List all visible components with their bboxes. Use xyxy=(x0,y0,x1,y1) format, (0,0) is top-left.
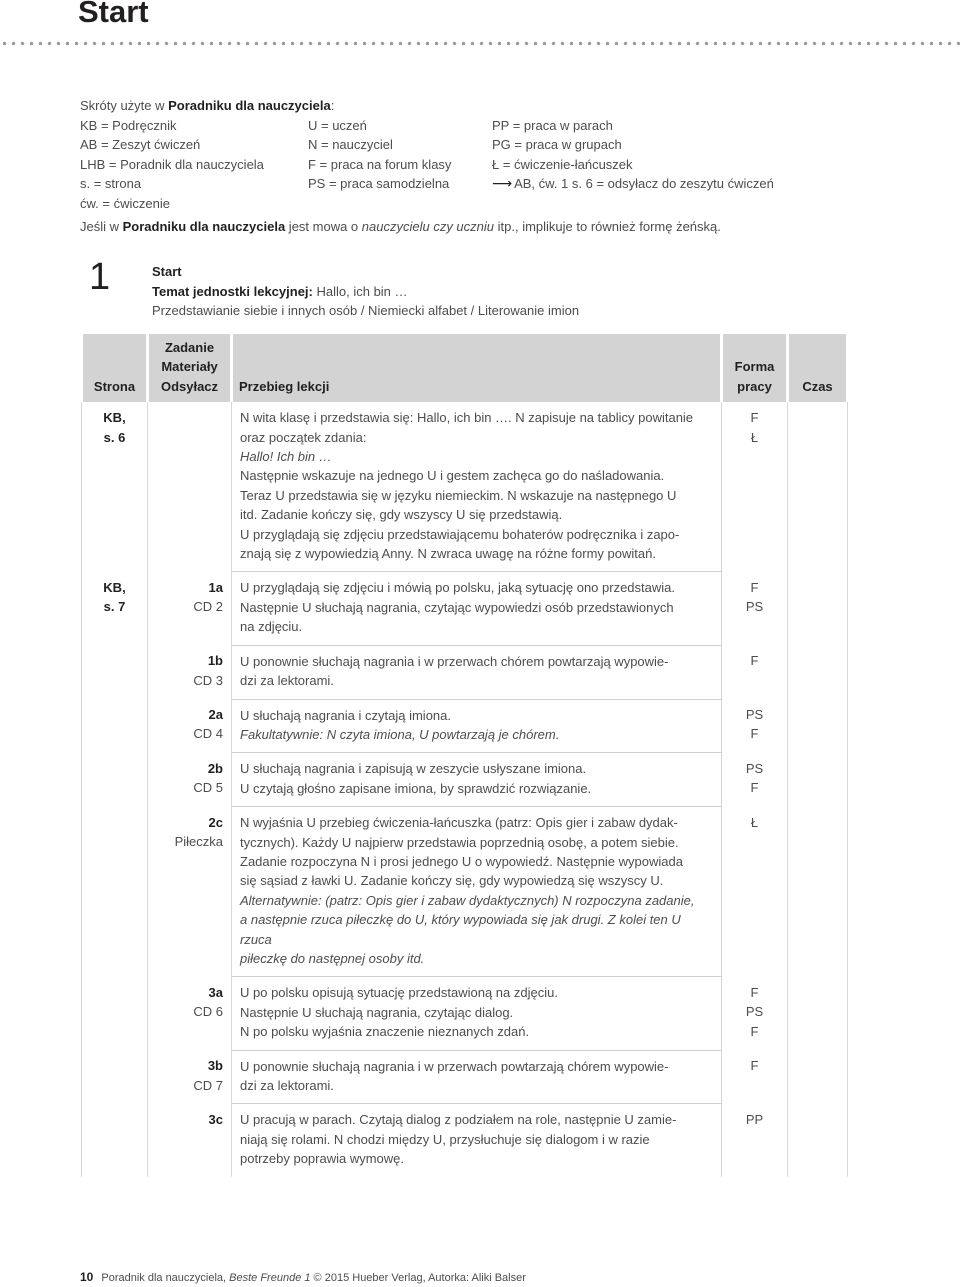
page-ref: s. 7 xyxy=(103,599,126,615)
cell-strona xyxy=(82,753,148,807)
header-czas: Czas xyxy=(788,334,848,402)
table-row xyxy=(82,753,848,807)
topic-label: Temat jednostki lekcyjnej: xyxy=(152,283,313,299)
cell-przebieg xyxy=(232,1104,722,1177)
abbreviations-intro xyxy=(80,96,334,116)
header-odsylacz-label: Odsyłacz xyxy=(160,378,219,394)
procedure-line: U słuchają nagrania i czytają imiona. xyxy=(240,707,451,723)
procedure-line: U przyglądają się zdjęciu i mówią po polsku, jaką sytuację ono przedstawia. xyxy=(240,580,675,596)
abbr-item: U = uczeń xyxy=(308,117,367,133)
table-header-row xyxy=(82,334,848,402)
cell-czas xyxy=(788,1104,848,1177)
header-strona: Strona xyxy=(82,334,148,402)
exercise-number: 1a xyxy=(208,579,223,595)
table-body xyxy=(82,402,848,1176)
procedure-line: Hallo! Ich bin … xyxy=(240,449,332,465)
page-title: Start xyxy=(78,0,149,29)
intro-prefix: Skróty użyte w xyxy=(80,98,169,113)
cell-czas xyxy=(788,807,848,977)
abbr-item-arrow xyxy=(492,174,774,194)
cell-strona xyxy=(82,807,148,977)
abbreviations-col-3 xyxy=(492,116,774,194)
header-pracy-label: pracy xyxy=(737,378,772,394)
abbr-item: N = nauczyciel xyxy=(308,137,393,152)
procedure-line: itd. Zadanie kończy się, gdy wszyscy U się przedstawią. xyxy=(240,507,563,523)
table-row xyxy=(82,1050,848,1104)
lesson-plan-table xyxy=(80,334,849,1177)
exercise-number: 3b xyxy=(207,1058,223,1074)
procedure-line: oraz początek zdania: xyxy=(240,429,367,445)
page-ref: KB, xyxy=(103,410,126,426)
table-row xyxy=(82,645,848,699)
exercise-number: 2c xyxy=(208,814,223,830)
cell-forma xyxy=(722,753,788,807)
cell-forma xyxy=(722,977,788,1050)
procedure-line: dzi za lektorami. xyxy=(240,673,334,689)
procedure-line: U słuchają nagrania i zapisują w zeszycie usłyszane imiona. xyxy=(240,761,587,777)
material: CD 5 xyxy=(193,780,223,796)
cell-strona xyxy=(82,1050,148,1104)
intro-suffix: : xyxy=(330,98,335,113)
header-materialy-label: Materiały xyxy=(161,359,218,375)
procedure-line: Alternatywnie: (patrz: Opis gier i zabaw dydaktycznych) N rozpoczyna zadanie, xyxy=(240,892,695,908)
header-forma xyxy=(722,334,788,402)
cell-zadanie xyxy=(148,402,232,572)
work-form: Ł xyxy=(750,429,759,445)
procedure-line: dzi za lektorami. xyxy=(240,1078,334,1093)
note-suffix: itp., implikuje to również formę żeńską. xyxy=(494,219,721,234)
material: CD 7 xyxy=(193,1077,223,1093)
cell-forma xyxy=(722,699,788,753)
cell-forma xyxy=(722,1050,788,1104)
procedure-line: U ponownie słuchają nagrania i w przerwach powtarzają chórem wypowie- xyxy=(240,1058,669,1074)
cell-forma xyxy=(722,645,788,699)
work-form: F xyxy=(750,1023,759,1039)
work-form: F xyxy=(750,780,759,796)
procedure-line: potrzeby poprawia wymowę. xyxy=(240,1151,405,1167)
cell-czas xyxy=(788,1050,848,1104)
work-form: F xyxy=(750,1058,759,1074)
cell-strona xyxy=(82,977,148,1050)
procedure-line: niają się rolami. N chodzi między U, przysłuchuje się dialogom i w razie xyxy=(240,1131,650,1147)
abbr-arrow-text: AB, ćw. 1 s. 6 = odsyłacz do zeszytu ćwiczeń xyxy=(514,176,774,191)
work-form: PS xyxy=(745,599,764,615)
page-ref: KB, xyxy=(103,579,126,595)
cell-przebieg xyxy=(232,1050,722,1104)
table-row xyxy=(82,807,848,977)
cell-forma xyxy=(722,572,788,645)
table-row xyxy=(82,977,848,1050)
exercise-number: 3c xyxy=(208,1111,223,1127)
cell-zadanie xyxy=(148,645,232,699)
procedure-line: N wita klasę i przedstawia się: Hallo, ich bin …. N zapisuje na tablicy powitanie xyxy=(240,410,694,426)
abbr-item: LHB = Poradnik dla nauczyciela xyxy=(80,156,264,172)
abbr-item: KB = Podręcznik xyxy=(80,117,177,133)
cell-czas xyxy=(788,645,848,699)
procedure-line: tycznych). Każdy U najpierw przedstawia poprzednią osobę, a potem siebie. xyxy=(240,834,679,850)
cell-zadanie xyxy=(148,807,232,977)
work-form: F xyxy=(750,410,759,426)
table-row xyxy=(82,402,848,572)
cell-zadanie xyxy=(148,753,232,807)
lesson-title: Start xyxy=(152,264,182,279)
exercise-number: 2a xyxy=(208,707,223,722)
abbreviations-col-1 xyxy=(80,116,264,214)
footer-book-title: Beste Freunde 1 xyxy=(229,1272,311,1284)
header-forma-label: Forma xyxy=(734,359,775,375)
exercise-number: 1b xyxy=(207,653,223,669)
material: CD 3 xyxy=(193,672,223,688)
cell-czas xyxy=(788,402,848,572)
cell-przebieg xyxy=(232,699,722,753)
material: CD 2 xyxy=(193,599,223,615)
abbreviations-columns xyxy=(80,96,900,213)
procedure-line: Następnie U słuchają nagrania, czytając wypowiedzi osób przedstawionych xyxy=(240,599,674,615)
page-footer xyxy=(80,1270,526,1284)
procedure-line: Zadanie rozpoczyna N i prosi jednego U o wypowiedź. Następnie wypowiada xyxy=(240,853,683,869)
header-przebieg: Przebieg lekcji xyxy=(232,334,722,402)
procedure-line: na zdjęciu. xyxy=(240,619,303,635)
work-form: Ł xyxy=(750,814,759,830)
cell-przebieg xyxy=(232,807,722,977)
cell-strona xyxy=(82,645,148,699)
header-zadanie-label: Zadanie xyxy=(164,340,215,355)
procedure-line: Następnie U słuchają nagrania, czytając dialog. xyxy=(240,1004,514,1020)
cell-czas xyxy=(788,572,848,645)
cell-przebieg xyxy=(232,402,722,572)
table-row xyxy=(82,699,848,753)
procedure-line: się sąsiad z ławki U. Zadanie kończy się, gdy wypowiedzą się wszyscy U. xyxy=(240,873,664,889)
material: CD 6 xyxy=(193,1004,223,1020)
gender-note xyxy=(80,217,900,237)
procedure-line: U ponownie słuchają nagrania i w przerwach chórem powtarzają wypowie- xyxy=(240,653,669,669)
cell-zadanie xyxy=(148,699,232,753)
cell-strona xyxy=(82,572,148,645)
cell-zadanie xyxy=(148,1050,232,1104)
cell-przebieg xyxy=(232,753,722,807)
work-form: PS xyxy=(745,760,764,776)
note-mid: jest mowa o xyxy=(285,219,362,234)
cell-przebieg xyxy=(232,977,722,1050)
table-row xyxy=(82,572,848,645)
dotted-divider xyxy=(0,41,960,46)
lesson-subtitle: Przedstawianie siebie i innych osób / Niemiecki alfabet / Literowanie imion xyxy=(152,303,580,318)
cell-forma xyxy=(722,807,788,977)
procedure-line: piłeczkę do następnej osoby itd. xyxy=(240,950,425,966)
note-prefix: Jeśli w xyxy=(80,219,123,234)
work-form: F xyxy=(750,579,759,595)
procedure-line: U po polsku opisują sytuację przedstawioną na zdjęciu. xyxy=(240,985,558,1001)
work-form: PS xyxy=(745,707,764,722)
procedure-line: znają się z wypowiedzią Anny. N zwraca uwagę na różne formy powitań. xyxy=(240,546,656,562)
note-italic: nauczycielu czy uczniu xyxy=(361,219,495,234)
cell-czas xyxy=(788,753,848,807)
cell-czas xyxy=(788,977,848,1050)
cell-zadanie xyxy=(148,1104,232,1177)
procedure-line: U pracują w parach. Czytają dialog z podziałem na role, następnie U zamie- xyxy=(240,1112,677,1128)
header-zadanie xyxy=(148,334,232,402)
work-form: PP xyxy=(745,1111,764,1127)
cell-forma xyxy=(722,402,788,572)
footer-text-b: © 2015 Hueber Verlag, Autorka: Aliki Balser xyxy=(310,1272,526,1284)
abbr-item: AB = Zeszyt ćwiczeń xyxy=(80,137,201,152)
cell-forma xyxy=(722,1104,788,1177)
exercise-number: 3a xyxy=(208,984,223,1000)
material: CD 4 xyxy=(193,726,223,742)
procedure-line: a następnie rzuca piłeczkę do U, który wypowiada się jak drugi. Z kolei ten U rzuca xyxy=(240,912,681,947)
cell-czas xyxy=(788,699,848,753)
abbr-item: ćw. = ćwiczenie xyxy=(80,195,170,211)
arrow-right-icon: ⟶ xyxy=(492,175,513,191)
material: Piłeczka xyxy=(174,834,223,850)
abbr-item: PS = praca samodzielna xyxy=(308,176,450,191)
abbr-item: Ł = ćwiczenie-łańcuszek xyxy=(492,156,633,172)
procedure-line: N po polsku wyjaśnia znaczenie nieznanych zdań. xyxy=(240,1024,530,1040)
work-form: F xyxy=(750,984,759,1000)
abbr-item: F = praca na forum klasy xyxy=(308,156,452,172)
abbr-item: PP = praca w parach xyxy=(492,117,613,133)
cell-przebieg xyxy=(232,645,722,699)
abbr-item: PG = praca w grupach xyxy=(492,137,622,152)
cell-zadanie xyxy=(148,977,232,1050)
table-row xyxy=(82,1104,848,1177)
work-form: F xyxy=(750,653,759,669)
cell-przebieg xyxy=(232,572,722,645)
intro-bold: Poradniku dla nauczyciela xyxy=(168,98,331,113)
footer-text-a: Poradnik dla nauczyciela, xyxy=(101,1272,230,1284)
cell-strona xyxy=(82,1104,148,1177)
page-number: 10 xyxy=(80,1270,94,1284)
procedure-line: U czytają głośno zapisane imiona, by sprawdzić rozwiązanie. xyxy=(240,780,592,796)
procedure-line: Następnie wskazuje na jednego U i gestem zachęca go do naśladowania. xyxy=(240,468,665,484)
exercise-number: 2b xyxy=(207,760,223,776)
procedure-line: Fakultatywnie: N czyta imiona, U powtarzają je chórem. xyxy=(240,726,560,742)
work-form: F xyxy=(750,726,759,742)
procedure-line: U przyglądają się zdjęciu przedstawiającemu bohaterów podręcznika i zapo- xyxy=(240,526,680,542)
work-form: PS xyxy=(745,1004,764,1020)
cell-strona xyxy=(82,402,148,572)
cell-zadanie xyxy=(148,572,232,645)
lesson-header xyxy=(152,262,579,321)
procedure-line: N wyjaśnia U przebieg ćwiczenia-łańcuszka (patrz: Opis gier i zabaw dydak- xyxy=(240,815,678,831)
abbreviations-col-2 xyxy=(308,116,451,194)
note-bold: Poradniku dla nauczyciela xyxy=(122,219,286,234)
procedure-line: Teraz U przedstawia się w języku niemieckim. N wskazuje na następnego U xyxy=(240,487,677,503)
cell-strona xyxy=(82,699,148,753)
page-ref: s. 6 xyxy=(103,429,126,445)
abbreviations-box xyxy=(80,96,900,237)
abbr-item: s. = strona xyxy=(80,176,142,191)
lesson-number: 1 xyxy=(89,256,111,298)
topic-value: Hallo, ich bin … xyxy=(312,283,408,299)
